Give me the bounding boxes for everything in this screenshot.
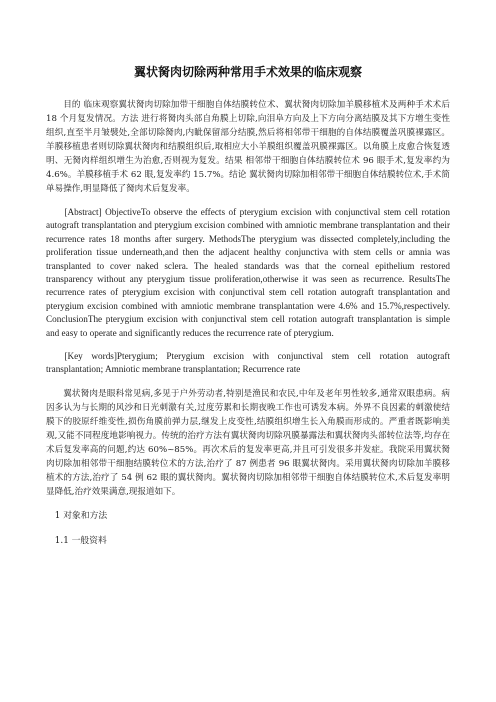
paper-title: 翼状胬肉切除两种常用手术效果的临床观察 xyxy=(133,65,362,79)
abstract-chinese: 目的 临床观察翼状胬肉切除加带干细胞自体结膜转位术、翼状胬肉切除加羊膜移植术及两种手术术后 18 个月复发情况。方法 进行将胬肉头部自角膜上切除,向泪阜方向及上下方向分离结膜及其下方增生变性组织,直至半月皱襞处,全部切除胬肉,内眦保留部分结膜,然后将相邻带干细胞的自体结膜覆盖巩膜裸露区。羊膜移植患者则切除翼状胬肉和结膜组织后,取相应大小羊膜组织覆盖巩膜裸露区。以角膜上皮愈合恢复透明、无胬肉样组织增生为治愈,否则视为复发。结果 相邻带干细胞自体结膜转位术 96 眼手术,复发率约为 4.6%。羊膜移植手术 62 眼,复发率约 15.7%。结论 翼状胬肉切除加相邻带干细胞自体结膜转位术,手术简单易操作,明显降低了胬肉术后复发率。 xyxy=(46,100,450,194)
keywords-english: [Key words]Pterygium; Pterygium excision with conjunctival stem cell rotation autograft transplantation; Amniotic membrane transplantation; Recurrence rate xyxy=(46,351,450,375)
abstract-english: [Abstract] ObjectiveTo observe the effects of pterygium excision with conjunctival stem cell rotation autograft transplantation and pterygium excision combined with amniotic membrane transplantation and their recurrence rates 18 months after surgery. MethodsThe pterygium was dissected completely,including the proliferation tissue underneath,and then the adjacent healthy conjunctiva with stem cells or amnia was transplanted to cover naked sclera. The healed standards was that the corneal epithelium restored transparency without any pterygium tissue proliferation,otherwise it was seen as recurrence. ResultsThe recurrence rates of pterygium excision with conjunctival stem cell rotation autograft transplantation and pterygium excision combined with amniotic membrane transplantation were 4.6% and 15.7%,respectively. ConclusionThe pterygium excision with conjunctival stem cell rotation autograft transplantation is simple and easy to operate and significantly reduces the recurrence rate of pterygium. xyxy=(46,207,450,338)
section-heading-methods: 1 对象和方法 xyxy=(54,510,108,521)
introduction-paragraph: 翼状胬肉是眼科常见病,多见于户外劳动者,特别是渔民和农民,中年及老年男性较多,通常双眼患病。病因多认为与长期的风沙和日光刺激有关,过度劳累和长期夜晚工作也可诱发本病。外界不良因素的刺激使结膜下的胶原纤维变性,损伤角膜前弹力层,继发上皮变性,结膜组织增生长入角膜而形成的。严重者既影响美观,又能不同程度地影响视力。传统的治疗方法有翼状胬肉切除巩膜暴露法和翼状胬肉头部转位法等,均存在术后复发率高的问题,约达 60%~85%。再次术后的复发率更高,并且可引发很多并发症。我院采用翼状胬肉切除加相邻带干细胞结膜转位术的方法,治疗了 87 例患者 96 眼翼状胬肉。采用翼状胬肉切除加羊膜移植术的方法,治疗了 54 例 62 眼的翼状胬肉。翼状胬肉切除加相邻带干细胞自体结膜转位术,术后复发率明显降低,治疗效果满意,现报道如下。 xyxy=(46,388,450,497)
subsection-heading-general: 1.1 一般资料 xyxy=(54,535,107,546)
